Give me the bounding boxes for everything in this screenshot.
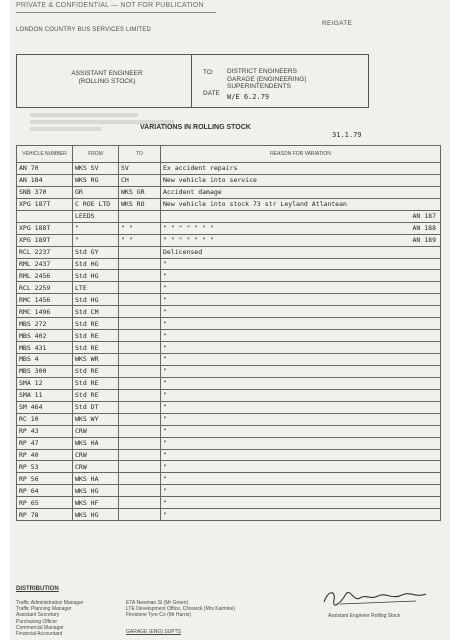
reason-cell bbox=[161, 365, 441, 377]
vehicle-cell: SMA 12 bbox=[17, 377, 73, 389]
date-value: W/E 6.2.79 bbox=[227, 93, 270, 101]
reason-text: " bbox=[163, 379, 167, 388]
table-row bbox=[17, 461, 441, 473]
distribution-entry: ETA Newman St (Mr Green) bbox=[126, 600, 189, 606]
reason-cell bbox=[161, 186, 441, 198]
reason-text: " bbox=[163, 450, 167, 459]
vehicle-cell: RC 10 bbox=[17, 413, 73, 425]
signature-caption: Assistant Engineer Rolling Stock bbox=[328, 613, 401, 619]
to-cell: " " bbox=[119, 234, 161, 246]
reason-cell bbox=[161, 234, 441, 246]
distribution-entry: Traffic Administration Manager bbox=[16, 600, 84, 606]
table-row bbox=[17, 186, 441, 198]
to-cell bbox=[119, 473, 161, 485]
vehicle-cell: MBS 300 bbox=[17, 365, 73, 377]
reason-cell bbox=[161, 377, 441, 389]
from-cell: Std RE bbox=[73, 365, 119, 377]
reason-text: Ex accident repairs bbox=[163, 164, 238, 173]
table-row bbox=[17, 198, 441, 210]
reason-text: New vehicle into stock 73 str Leyland Atlantean bbox=[163, 200, 347, 209]
reason-text: " bbox=[163, 367, 167, 376]
reason-text: " bbox=[163, 355, 167, 364]
header-divider bbox=[191, 55, 192, 107]
vehicle-cell: AN 184 bbox=[17, 174, 73, 186]
to-label: TO: bbox=[203, 69, 214, 76]
to-cell bbox=[119, 377, 161, 389]
to-cell bbox=[119, 342, 161, 354]
from-cell: WKS WR bbox=[73, 354, 119, 366]
reason-text: " bbox=[163, 271, 167, 280]
from-cell: WKS HA bbox=[73, 437, 119, 449]
header-reason: REASON FOR VARIATION bbox=[161, 146, 441, 163]
from-line-2: (ROLLING STOCK) bbox=[78, 78, 136, 85]
table-row bbox=[17, 413, 441, 425]
distribution-entry: Purchasing Officer bbox=[16, 618, 58, 625]
vehicle-cell: RP 65 bbox=[17, 497, 73, 509]
reason-text: " bbox=[163, 319, 167, 328]
to-cell bbox=[119, 437, 161, 449]
from-cell: WKS HG bbox=[73, 509, 119, 521]
table-row bbox=[17, 365, 441, 377]
memo-header-box bbox=[16, 54, 369, 108]
header-vehicle: VEHICLE NUMBER bbox=[17, 146, 73, 163]
vehicle-cell: MBS 272 bbox=[17, 318, 73, 330]
memo-from bbox=[37, 70, 177, 86]
header-to: TO bbox=[119, 146, 161, 163]
reason-text: " bbox=[163, 486, 167, 495]
table-row bbox=[17, 163, 441, 175]
vehicle-cell: RP 64 bbox=[17, 485, 73, 497]
location-name: REIGATE bbox=[322, 20, 353, 27]
table-row bbox=[17, 318, 441, 330]
to-cell bbox=[119, 318, 161, 330]
vehicle-cell: RMC 1496 bbox=[17, 306, 73, 318]
to-cell bbox=[119, 210, 161, 222]
date-label: DATE bbox=[203, 90, 220, 97]
table-row bbox=[17, 306, 441, 318]
garage-supts-heading: GARAGE (ENG) SUPTS bbox=[126, 629, 182, 635]
reason-text: New vehicle into service bbox=[163, 176, 257, 185]
from-cell: LTE bbox=[73, 282, 119, 294]
to-cell bbox=[119, 270, 161, 282]
vehicle-cell: SM 464 bbox=[17, 401, 73, 413]
to-cell bbox=[119, 246, 161, 258]
to-cell bbox=[119, 509, 161, 521]
distribution-list-right bbox=[126, 600, 235, 619]
reason-cell bbox=[161, 258, 441, 270]
table-row bbox=[17, 282, 441, 294]
from-cell: CRW bbox=[73, 425, 119, 437]
table-row bbox=[17, 270, 441, 282]
to-cell bbox=[119, 282, 161, 294]
table-row bbox=[17, 222, 441, 234]
reason-cell bbox=[161, 222, 441, 234]
company-name: LONDON COUNTRY BUS SERVICES LIMITED bbox=[16, 27, 152, 33]
to-cell: WKS GR bbox=[119, 186, 161, 198]
distribution-entry: Firestone Tyre Co (Mr Harris) bbox=[126, 612, 191, 619]
reason-text: " bbox=[163, 474, 167, 483]
show-through-marks bbox=[30, 110, 210, 136]
to-cell bbox=[119, 306, 161, 318]
table-row bbox=[17, 234, 441, 246]
distribution-entry: Commercial Manager bbox=[16, 624, 64, 631]
vehicle-cell: XPG 189T bbox=[17, 234, 73, 246]
distribution-list-left bbox=[16, 600, 84, 637]
table-row bbox=[17, 389, 441, 401]
table-row bbox=[17, 258, 441, 270]
reason-cell bbox=[161, 389, 441, 401]
reason-cell bbox=[161, 342, 441, 354]
reason-text: " bbox=[163, 283, 167, 292]
to-cell: CH bbox=[119, 174, 161, 186]
table-row bbox=[17, 437, 441, 449]
from-cell: Std DT bbox=[73, 401, 119, 413]
table-row bbox=[17, 330, 441, 342]
from-cell: WKS SV bbox=[73, 163, 119, 175]
reason-text: " bbox=[163, 331, 167, 340]
from-cell: WKS WY bbox=[73, 413, 119, 425]
to-cell: " " bbox=[119, 222, 161, 234]
classification-line: PRIVATE & CONFIDENTIAL — NOT FOR PUBLICATION bbox=[16, 2, 204, 9]
to-cell bbox=[119, 330, 161, 342]
table-row bbox=[17, 473, 441, 485]
vehicle-cell: RP 56 bbox=[17, 473, 73, 485]
vehicle-cell: RML 2456 bbox=[17, 270, 73, 282]
reason-cell bbox=[161, 497, 441, 509]
reason-cell bbox=[161, 270, 441, 282]
to-cell: SV bbox=[119, 163, 161, 175]
from-cell: Std HG bbox=[73, 258, 119, 270]
from-cell: C ROE LTD bbox=[73, 198, 119, 210]
reason-cell bbox=[161, 413, 441, 425]
from-cell: CRW bbox=[73, 461, 119, 473]
table-row bbox=[17, 509, 441, 521]
from-cell: Std RE bbox=[73, 389, 119, 401]
vehicle-cell: XPG 187T bbox=[17, 198, 73, 210]
reason-cell bbox=[161, 306, 441, 318]
table-row bbox=[17, 246, 441, 258]
reason-cell bbox=[161, 246, 441, 258]
fleet-number: AN 188 bbox=[412, 223, 436, 232]
vehicle-cell: RP 40 bbox=[17, 449, 73, 461]
table-header-row bbox=[17, 146, 441, 163]
from-cell: Std HG bbox=[73, 294, 119, 306]
table-body bbox=[17, 163, 441, 521]
vehicle-cell bbox=[17, 210, 73, 222]
reason-cell bbox=[161, 210, 441, 222]
to-cell bbox=[119, 294, 161, 306]
variations-table bbox=[16, 145, 441, 521]
to-line-2: GARAGE (ENGINEERING) bbox=[227, 75, 307, 83]
vehicle-cell: RP 53 bbox=[17, 461, 73, 473]
distribution-entry: Financial Accountant bbox=[16, 631, 63, 638]
memo-to bbox=[227, 68, 306, 91]
to-cell bbox=[119, 449, 161, 461]
to-cell bbox=[119, 425, 161, 437]
to-cell: WKS RO bbox=[119, 198, 161, 210]
reason-text: " bbox=[163, 307, 167, 316]
table-row bbox=[17, 401, 441, 413]
to-cell bbox=[119, 354, 161, 366]
from-cell: WKS HG bbox=[73, 485, 119, 497]
document-page bbox=[10, 0, 450, 640]
from-cell: WKS HF bbox=[73, 497, 119, 509]
from-cell: GR bbox=[73, 186, 119, 198]
reason-text: " bbox=[163, 391, 167, 400]
reason-cell bbox=[161, 163, 441, 175]
reason-cell bbox=[161, 449, 441, 461]
table-row bbox=[17, 342, 441, 354]
table-row bbox=[17, 354, 441, 366]
reason-cell bbox=[161, 282, 441, 294]
signature-mark bbox=[320, 586, 430, 608]
reason-cell bbox=[161, 174, 441, 186]
from-cell: LEEDS bbox=[73, 210, 119, 222]
reason-cell bbox=[161, 330, 441, 342]
reason-cell bbox=[161, 401, 441, 413]
reason-text: Accident damage bbox=[163, 188, 222, 197]
to-cell bbox=[119, 389, 161, 401]
to-cell bbox=[119, 258, 161, 270]
from-cell: CRW bbox=[73, 449, 119, 461]
reason-text: " bbox=[163, 462, 167, 471]
from-cell: Std HG bbox=[73, 270, 119, 282]
vehicle-cell: SNB 370 bbox=[17, 186, 73, 198]
fleet-number: AN 187 bbox=[412, 211, 436, 220]
reason-text: " bbox=[163, 427, 167, 436]
reason-cell bbox=[161, 437, 441, 449]
vehicle-cell: MBS 402 bbox=[17, 330, 73, 342]
from-cell: " bbox=[73, 222, 119, 234]
vehicle-cell: SMA 11 bbox=[17, 389, 73, 401]
reason-cell bbox=[161, 294, 441, 306]
reason-text: Delicensed bbox=[163, 248, 203, 257]
from-cell: Std RE bbox=[73, 342, 119, 354]
from-cell: WKS HA bbox=[73, 473, 119, 485]
fleet-number: AN 189 bbox=[412, 235, 436, 244]
vehicle-cell: RP 43 bbox=[17, 425, 73, 437]
from-cell: Std GY bbox=[73, 246, 119, 258]
reason-text: " " " " " " " bbox=[163, 236, 214, 245]
to-cell bbox=[119, 497, 161, 509]
section-title: VARIATIONS IN ROLLING STOCK bbox=[140, 124, 251, 131]
to-line-1: DISTRICT ENGINEERS bbox=[227, 68, 297, 75]
vehicle-cell: RMC 1456 bbox=[17, 294, 73, 306]
from-cell: WKS RG bbox=[73, 174, 119, 186]
section-date: 31.1.79 bbox=[332, 131, 362, 139]
vehicle-cell: XPG 188T bbox=[17, 222, 73, 234]
reason-text: " bbox=[163, 259, 167, 268]
distribution-entry: Traffic Planning Manager bbox=[16, 606, 72, 613]
distribution-entry: LTE Development Office, Chiswick (Mrs Kaimine) bbox=[126, 606, 236, 613]
from-line-1: ASSISTANT ENGINEER bbox=[71, 70, 143, 77]
reason-cell bbox=[161, 425, 441, 437]
table-row bbox=[17, 485, 441, 497]
table-row bbox=[17, 425, 441, 437]
distribution-title: DISTRIBUTION bbox=[16, 586, 59, 592]
vehicle-cell: RML 2437 bbox=[17, 258, 73, 270]
reason-cell bbox=[161, 461, 441, 473]
reason-text: " bbox=[163, 295, 167, 304]
table-row bbox=[17, 377, 441, 389]
reason-text: " bbox=[163, 510, 167, 519]
classification-rule bbox=[16, 12, 216, 13]
reason-text: " bbox=[163, 498, 167, 507]
reason-text: " bbox=[163, 415, 167, 424]
to-cell bbox=[119, 485, 161, 497]
table-row bbox=[17, 294, 441, 306]
to-cell bbox=[119, 365, 161, 377]
table-row bbox=[17, 497, 441, 509]
table-row bbox=[17, 174, 441, 186]
reason-cell bbox=[161, 473, 441, 485]
from-cell: Std RE bbox=[73, 377, 119, 389]
to-line-3: SUPERINTENDENTS bbox=[227, 83, 291, 90]
header-from: FROM bbox=[73, 146, 119, 163]
to-cell bbox=[119, 413, 161, 425]
to-cell bbox=[119, 461, 161, 473]
vehicle-cell: MBS 4 bbox=[17, 354, 73, 366]
from-cell: Std RE bbox=[73, 318, 119, 330]
from-cell: " bbox=[73, 234, 119, 246]
vehicle-cell: RP 47 bbox=[17, 437, 73, 449]
vehicle-cell: RCL 2259 bbox=[17, 282, 73, 294]
vehicle-cell: AN 70 bbox=[17, 163, 73, 175]
from-cell: Std RE bbox=[73, 330, 119, 342]
reason-cell bbox=[161, 198, 441, 210]
table-row bbox=[17, 210, 441, 222]
vehicle-cell: RCL 2237 bbox=[17, 246, 73, 258]
to-cell bbox=[119, 401, 161, 413]
reason-cell bbox=[161, 509, 441, 521]
vehicle-cell: MBS 431 bbox=[17, 342, 73, 354]
reason-text: " bbox=[163, 439, 167, 448]
reason-text: " bbox=[163, 343, 167, 352]
table-row bbox=[17, 449, 441, 461]
reason-cell bbox=[161, 354, 441, 366]
vehicle-cell: RP 78 bbox=[17, 509, 73, 521]
reason-text: " " " " " " " bbox=[163, 224, 214, 233]
reason-cell bbox=[161, 485, 441, 497]
distribution-entry: Assistant Secretary bbox=[16, 612, 60, 619]
from-cell: Std CM bbox=[73, 306, 119, 318]
reason-cell bbox=[161, 318, 441, 330]
reason-text: " bbox=[163, 403, 167, 412]
